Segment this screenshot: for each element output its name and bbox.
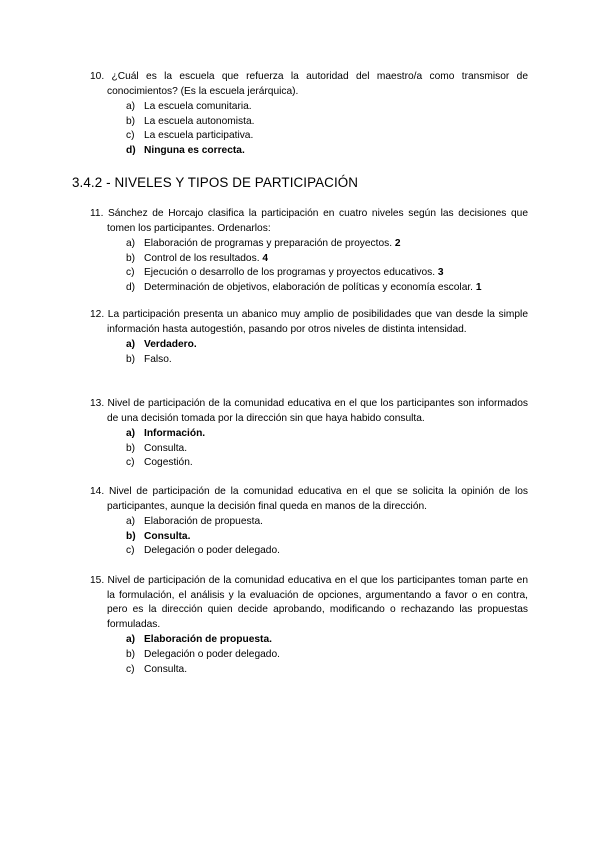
option-text: La escuela comunitaria. — [144, 101, 252, 113]
question-15 — [90, 574, 528, 677]
option — [90, 266, 528, 281]
option — [90, 515, 528, 530]
option — [90, 129, 528, 144]
option-correct — [90, 633, 528, 648]
option-text: Control de los resultados. — [144, 252, 260, 264]
option-letter: d) — [126, 144, 136, 156]
option-text: Cogestión. — [144, 457, 193, 469]
question-number: 12. — [90, 309, 105, 320]
question-text — [90, 485, 528, 514]
question-body: Nivel de participación de la comunidad educativa en el que los participantes son informados de una decisión tomada por la dirección sin que haya habido consulta. — [107, 398, 528, 424]
option-letter: c) — [126, 457, 135, 469]
question-body: La participación presenta un abanico muy amplio de posibilidades que van desde la simple información hasta autogestión, pasando por otros niveles de distinta intensidad. — [107, 309, 528, 335]
option-text: Delegación o poder delegado. — [144, 648, 280, 660]
question-number: 11. — [90, 208, 104, 219]
option-letter: b) — [126, 115, 136, 127]
option — [90, 100, 528, 115]
option-letter: b) — [126, 648, 136, 660]
question-text — [90, 70, 528, 99]
order-mark: 3 — [437, 267, 444, 279]
option — [90, 353, 528, 368]
option-letter: c) — [126, 130, 135, 142]
option-text: Delegación o poder delegado. — [144, 545, 280, 557]
question-text — [90, 308, 528, 337]
option-text: Consulta. — [144, 442, 188, 454]
option — [90, 544, 528, 559]
option-letter: c) — [126, 545, 135, 557]
option — [90, 648, 528, 663]
question-13 — [90, 397, 528, 471]
question-number: 15. — [90, 575, 105, 586]
question-14 — [90, 485, 528, 559]
option-text: Consulta. — [144, 663, 188, 675]
question-number: 14. — [90, 486, 105, 497]
section-heading: 3.4.2 - NIVELES Y TIPOS DE PARTICIPACIÓN — [72, 175, 359, 190]
option-text: Elaboración de propuesta. — [144, 634, 272, 646]
option-text: Ninguna es correcta. — [144, 144, 245, 156]
question-number: 10. — [90, 71, 105, 82]
option-text: Determinación de objetivos, elaboración de políticas y economía escolar. — [144, 281, 474, 293]
question-12 — [90, 308, 528, 367]
option-correct — [90, 427, 528, 442]
option — [90, 281, 528, 296]
option-letter: a) — [126, 339, 136, 351]
option-text: Ejecución o desarrollo de los programas y proyectos educativos. — [144, 267, 436, 279]
option-correct — [90, 530, 528, 545]
option — [90, 237, 528, 252]
question-body: Nivel de participación de la comunidad educativa en el que los participantes toman parte en la formulación, el análisis y la evaluación de opciones, argumentando a favor o en contra, pero es la dirección quien decide aprobando, modificando o rechazando las propuestas formuladas. — [107, 575, 528, 630]
question-10 — [90, 70, 528, 159]
option-text: Falso. — [144, 353, 172, 365]
option-text: Elaboración de propuesta. — [144, 516, 263, 528]
option-letter: b) — [126, 252, 136, 264]
option-letter: a) — [126, 516, 136, 528]
question-text — [90, 574, 528, 632]
option-letter: b) — [126, 530, 136, 542]
question-number: 13. — [90, 398, 105, 409]
question-text — [90, 207, 528, 236]
option-text: La escuela autonomista. — [144, 115, 255, 127]
option — [90, 663, 528, 678]
question-body: Sánchez de Horcajo clasifica la participación en cuatro niveles según las decisiones que tomen los participantes. Ordenarlos: — [107, 208, 528, 234]
option — [90, 456, 528, 471]
question-text — [90, 397, 528, 426]
option — [90, 442, 528, 457]
order-mark: 4 — [262, 252, 269, 264]
option-text: Verdadero. — [144, 339, 197, 351]
question-body: Nivel de participación de la comunidad educativa en el que se solicita la opinión de los participantes, aunque la decisión final queda en manos de la dirección. — [107, 486, 528, 512]
option-text: La escuela participativa. — [144, 130, 254, 142]
option-letter: b) — [126, 353, 136, 365]
question-body: ¿Cuál es la escuela que refuerza la autoridad del maestro/a como transmisor de conocimientos? (Es la escuela jerárquica). — [107, 71, 528, 97]
option-text: Consulta. — [144, 530, 191, 542]
option-text: Elaboración de programas y preparación de proyectos. — [144, 238, 393, 250]
option-letter: a) — [126, 101, 136, 113]
order-mark: 1 — [475, 281, 482, 293]
option-letter: a) — [126, 634, 136, 646]
option — [90, 115, 528, 130]
option-correct — [90, 338, 528, 353]
option-text: Información. — [144, 428, 206, 440]
option-letter: b) — [126, 442, 136, 454]
option-letter: a) — [126, 238, 136, 250]
option-letter: a) — [126, 428, 136, 440]
option-correct — [90, 144, 528, 159]
option-letter: d) — [126, 281, 136, 293]
option-letter: c) — [126, 267, 135, 279]
option — [90, 252, 528, 267]
order-mark: 2 — [394, 238, 401, 250]
question-11 — [90, 207, 528, 296]
option-letter: c) — [126, 663, 135, 675]
